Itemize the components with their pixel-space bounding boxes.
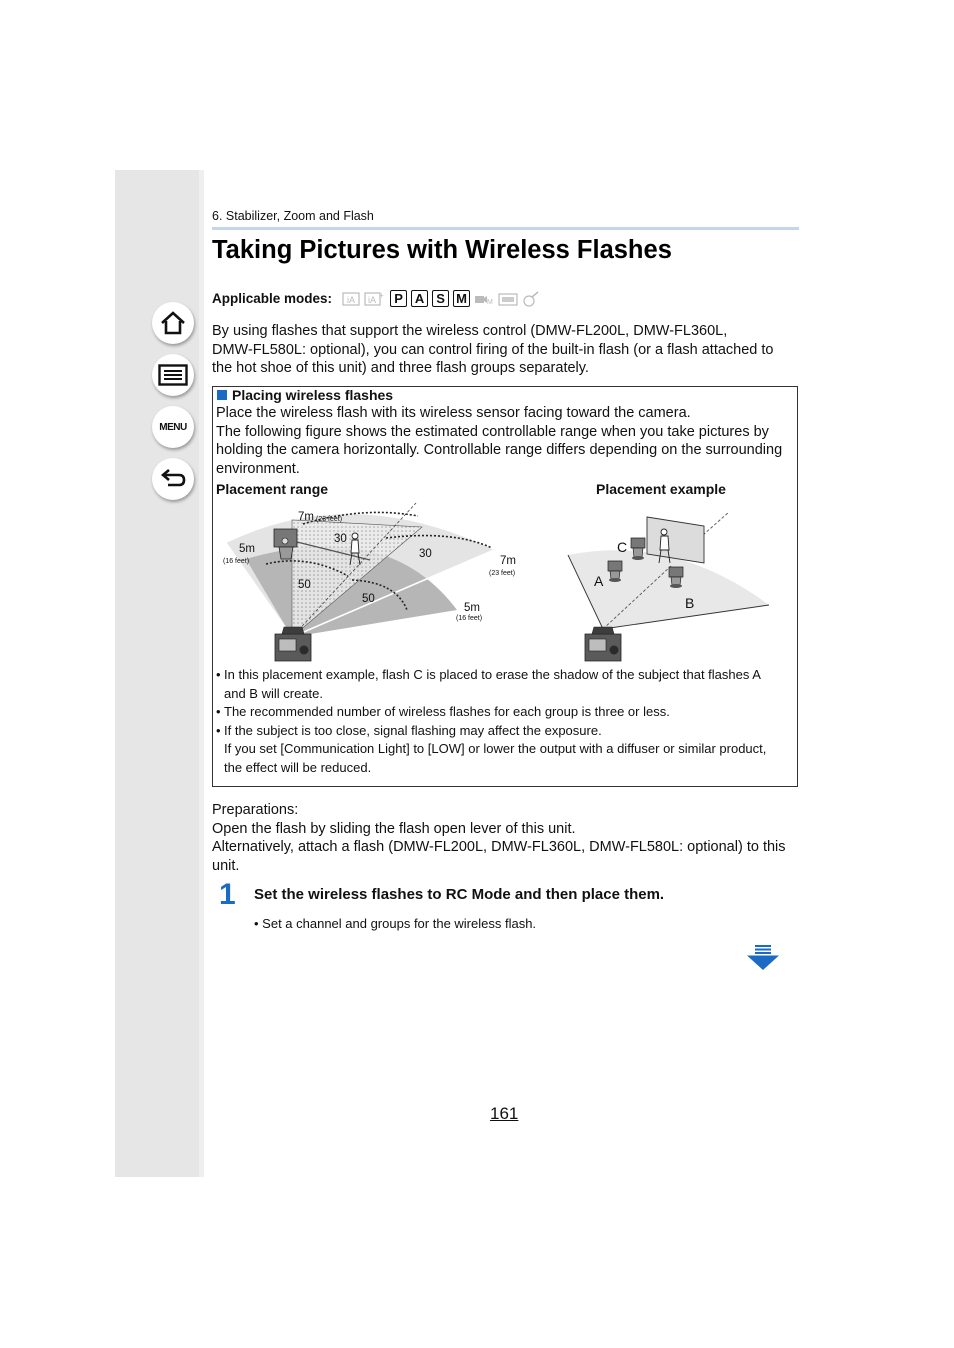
header-rule <box>212 227 799 230</box>
step-note: • Set a channel and groups for the wireless flash. <box>254 916 537 931</box>
page-title: Taking Pictures with Wireless Flashes <box>212 236 672 264</box>
distance-23feet-right: (23 feet) <box>489 570 516 577</box>
note-line: the effect will be reduced. <box>224 759 372 775</box>
note-line: In this placement example, flash C is placed to erase the shadow of the subject that flashes A <box>224 667 761 682</box>
group-c-label: C <box>617 539 628 555</box>
example-range-area <box>568 550 769 629</box>
creative-video-icon <box>474 290 494 307</box>
creative-control-icon <box>522 290 540 307</box>
placement-example-diagram <box>568 512 769 661</box>
distance-16feet-right: (16 feet) <box>456 615 483 622</box>
intro-line: By using flashes that support the wireless control (DMW-FL200L, DMW-FL360L, <box>212 323 728 339</box>
placement-range-diagram <box>223 503 516 661</box>
custom-mode-icon <box>498 290 518 307</box>
box-line: Place the wireless flash with its wireless sensor facing toward the camera. <box>216 405 691 421</box>
list-item <box>216 666 798 703</box>
home-icon <box>159 310 187 336</box>
box-paragraph <box>216 404 796 478</box>
breadcrumb: 6. Stabilizer, Zoom and Flash <box>212 209 374 223</box>
angle-50-left: 50 <box>298 579 311 591</box>
placement-example-title: Placement example <box>596 481 726 497</box>
list-icon <box>158 364 188 386</box>
list-item <box>216 722 798 778</box>
list-item <box>216 703 798 722</box>
angle-30-left: 30 <box>334 533 347 545</box>
flash-b-icon <box>669 567 683 588</box>
intro-line: the hot shoe of this unit) and three flash groups separately. <box>212 360 589 377</box>
box-line: environment. <box>216 460 300 477</box>
box-line: holding the camera horizontally. Controllable range differs depending on the surrounding <box>216 442 783 459</box>
note-line: If you set [Communication Light] to [LOW] or lower the output with a diffuser or similar product, <box>224 741 767 757</box>
example-camera-icon <box>585 627 621 661</box>
return-arrow-icon <box>159 467 187 491</box>
prep-line: Alternatively, attach a flash (DMW-FL200L, DMW-FL360L, DMW-FL580L: optional) to this <box>212 839 786 856</box>
intro-paragraph <box>212 322 802 378</box>
step-instruction: Set the wireless flashes to RC Mode and then place them. <box>254 886 665 903</box>
group-a-label: A <box>594 573 604 589</box>
placement-range-title: Placement range <box>216 481 329 497</box>
group-b-label: B <box>685 595 695 611</box>
applicable-modes-label: Applicable modes: <box>212 291 333 306</box>
next-page-arrow-icon <box>746 943 780 971</box>
page-number: 161 <box>490 1104 519 1123</box>
distance-7m-right: 7m <box>500 555 516 567</box>
contents-button[interactable] <box>152 354 194 396</box>
intro-line: DMW-FL580L: optional), you can control firing of the built-in flash (or a flash attached to <box>212 341 774 358</box>
distance-5m-right: 5m <box>464 602 480 614</box>
prep-line: unit. <box>212 857 240 874</box>
prep-line: Preparations: <box>212 802 299 818</box>
mode-s-icon: S <box>432 290 449 307</box>
prep-line: Open the flash by sliding the flash open lever of this unit. <box>212 820 576 837</box>
applicable-modes <box>212 290 540 307</box>
back-button[interactable] <box>152 458 194 500</box>
svg-text:M: M <box>487 298 493 306</box>
note-line: If the subject is too close, signal flashing may affect the exposure. <box>224 722 602 738</box>
box-line: The following figure shows the estimated controllable range when you take pictures by <box>216 423 769 440</box>
flash-a-icon <box>608 561 622 582</box>
mode-a-icon: A <box>411 290 428 307</box>
preparations-paragraph <box>212 801 802 875</box>
box-heading <box>217 387 393 403</box>
mode-p-icon: P <box>390 290 407 307</box>
note-line: and B will create. <box>224 685 323 701</box>
menu-label: MENU <box>159 421 187 433</box>
distance-5m-left: 5m <box>239 543 255 555</box>
distance-23feet-top: (23 feet) <box>316 516 343 523</box>
placement-info-box <box>212 386 798 787</box>
svg-text:iA: iA <box>368 294 377 305</box>
step-number: 1 <box>219 878 236 911</box>
square-bullet-icon <box>217 390 227 400</box>
mode-m-icon: M <box>453 290 470 307</box>
home-button[interactable] <box>152 302 194 344</box>
distance-16feet-left: (16 feet) <box>223 558 250 565</box>
sidebar-edge <box>199 170 204 1177</box>
notes-list <box>216 666 798 778</box>
svg-text:+: + <box>379 290 384 300</box>
intelligent-auto-icon <box>342 290 360 307</box>
distance-7m-top: 7m <box>298 511 314 523</box>
note-line: The recommended number of wireless flashes for each group is three or less. <box>224 704 670 720</box>
angle-30-right: 30 <box>419 548 432 560</box>
menu-button[interactable] <box>152 406 194 448</box>
next-page-button[interactable] <box>746 943 780 976</box>
intelligent-auto-plus-icon <box>364 290 386 307</box>
box-heading-text: Placing wireless flashes <box>232 387 394 403</box>
placement-figures <box>213 502 797 667</box>
svg-text:iA: iA <box>347 294 356 305</box>
angle-50-right: 50 <box>362 593 375 605</box>
